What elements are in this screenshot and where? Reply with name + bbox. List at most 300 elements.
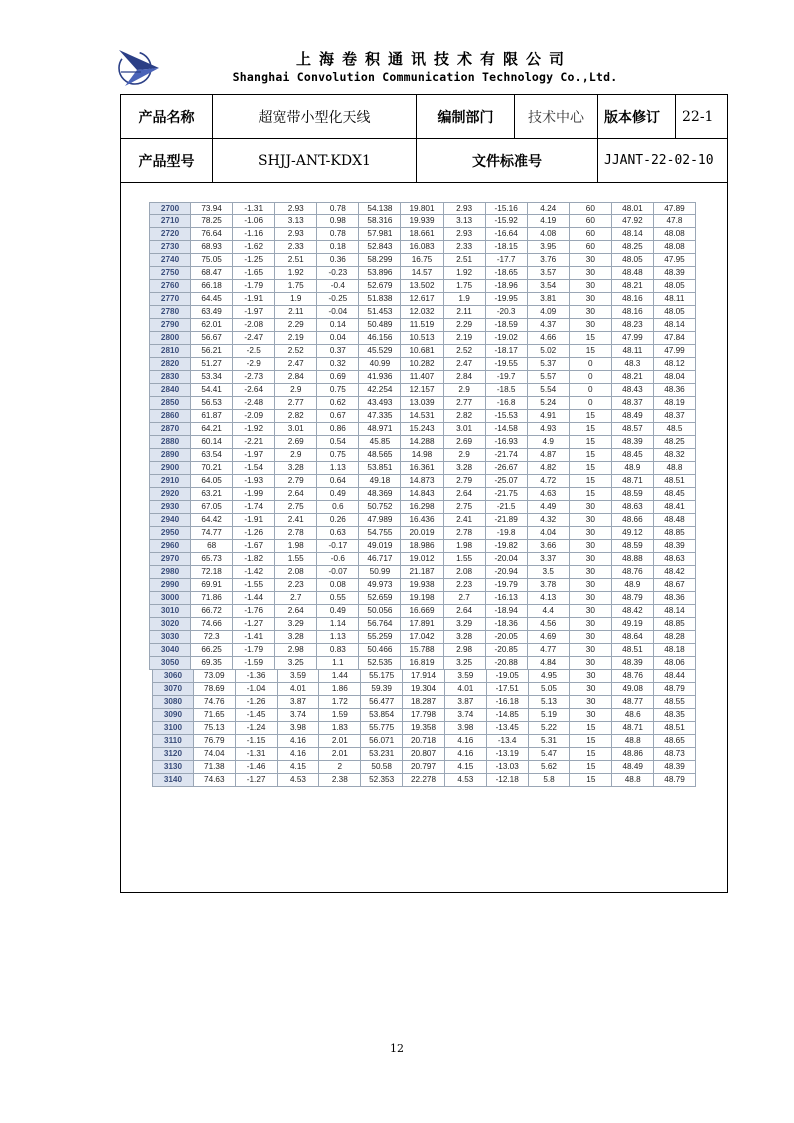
table-cell: 48.48 xyxy=(654,514,696,526)
table-cell: 30 xyxy=(570,293,612,305)
table-cell: 53.896 xyxy=(359,267,401,279)
table-cell: 2.01 xyxy=(319,748,361,760)
frequency-cell: 2800 xyxy=(149,332,191,344)
table-cell: 16.083 xyxy=(401,241,443,253)
table-cell: 12.032 xyxy=(401,306,443,318)
table-cell: -13.03 xyxy=(487,761,529,773)
frequency-cell: 3000 xyxy=(149,592,191,604)
table-cell: -1.91 xyxy=(233,293,275,305)
table-cell: 30 xyxy=(570,592,612,604)
table-cell: 15.243 xyxy=(401,423,443,435)
table-cell: 1.75 xyxy=(275,280,317,292)
table-cell: 48.57 xyxy=(612,423,654,435)
table-cell: -19.55 xyxy=(486,358,528,370)
table-cell: 54.41 xyxy=(191,384,233,396)
table-cell: 47.95 xyxy=(654,254,696,266)
table-cell: 2.64 xyxy=(275,488,317,500)
frequency-cell: 3100 xyxy=(152,722,194,734)
table-cell: 70.21 xyxy=(191,462,233,474)
table-cell: -1.97 xyxy=(233,306,275,318)
table-cell: -2.73 xyxy=(233,371,275,383)
table-cell: 30 xyxy=(570,566,612,578)
table-cell: -21.75 xyxy=(486,488,528,500)
table-row xyxy=(152,761,696,774)
table-cell: 3.28 xyxy=(444,462,486,474)
table-cell: 74.66 xyxy=(191,618,233,630)
table-cell: 71.38 xyxy=(194,761,236,773)
table-cell: 60 xyxy=(570,215,612,227)
table-cell: 4.72 xyxy=(528,475,570,487)
table-cell: 10.282 xyxy=(401,358,443,370)
table-cell: -0.25 xyxy=(317,293,359,305)
table-cell: -1.44 xyxy=(233,592,275,604)
table-cell: 2.08 xyxy=(275,566,317,578)
table-cell: 2.64 xyxy=(444,605,486,617)
table-cell: 60 xyxy=(570,203,612,214)
table-cell: 0.55 xyxy=(317,592,359,604)
table-cell: 18.661 xyxy=(401,228,443,240)
table-cell: 0.26 xyxy=(317,514,359,526)
table-cell: 15 xyxy=(570,475,612,487)
frequency-cell: 3140 xyxy=(152,774,194,786)
table-cell: 2.98 xyxy=(275,644,317,656)
table-cell: -20.94 xyxy=(486,566,528,578)
table-cell: 4.32 xyxy=(528,514,570,526)
table-cell: 48.14 xyxy=(654,319,696,331)
table-cell: -18.5 xyxy=(486,384,528,396)
frequency-cell: 3020 xyxy=(149,618,191,630)
table-cell: 48.25 xyxy=(654,436,696,448)
table-cell: 15 xyxy=(570,449,612,461)
table-cell: 48.971 xyxy=(359,423,401,435)
table-cell: 15 xyxy=(570,345,612,357)
table-cell: 19.801 xyxy=(401,203,443,214)
table-cell: 0 xyxy=(570,358,612,370)
table-cell: -1.45 xyxy=(236,709,278,721)
table-cell: -0.07 xyxy=(317,566,359,578)
table-cell: 1.14 xyxy=(317,618,359,630)
table-cell: -18.94 xyxy=(486,605,528,617)
table-cell: 64.45 xyxy=(191,293,233,305)
table-cell: 30 xyxy=(570,709,612,721)
table-row xyxy=(152,683,696,696)
table-cell: 48.18 xyxy=(654,644,696,656)
table-cell: 17.914 xyxy=(403,670,445,682)
table-cell: 71.86 xyxy=(191,592,233,604)
table-cell: 48.73 xyxy=(654,748,696,760)
table-row xyxy=(149,319,696,332)
table-cell: 2.19 xyxy=(444,332,486,344)
table-cell: 48.49 xyxy=(612,761,654,773)
table-cell: 16.819 xyxy=(401,657,443,669)
table-cell: 2.08 xyxy=(444,566,486,578)
table-cell: 0.36 xyxy=(317,254,359,266)
table-row xyxy=(149,280,696,293)
table-row xyxy=(152,735,696,748)
table-cell: -17.7 xyxy=(486,254,528,266)
table-cell: -1.27 xyxy=(233,618,275,630)
table-cell: 3.29 xyxy=(275,618,317,630)
table-cell: 30 xyxy=(570,267,612,279)
table-cell: 30 xyxy=(570,319,612,331)
table-cell: 2.9 xyxy=(444,449,486,461)
table-cell: 2.29 xyxy=(275,319,317,331)
table-cell: 68 xyxy=(191,540,233,552)
table-cell: 78.69 xyxy=(194,683,236,695)
table-cell: 4.13 xyxy=(528,592,570,604)
table-cell: 48.44 xyxy=(654,670,696,682)
table-cell: 72.3 xyxy=(191,631,233,643)
frequency-cell: 2700 xyxy=(149,203,191,214)
table-cell: 48.16 xyxy=(612,306,654,318)
table-cell: 19.939 xyxy=(401,215,443,227)
table-cell: 4.19 xyxy=(528,215,570,227)
table-cell: 48.23 xyxy=(612,319,654,331)
table-cell: 2.79 xyxy=(444,475,486,487)
table-cell: 48.42 xyxy=(654,566,696,578)
table-cell: 5.57 xyxy=(528,371,570,383)
table-cell: 53.34 xyxy=(191,371,233,383)
frequency-cell: 2850 xyxy=(149,397,191,409)
table-cell: -1.04 xyxy=(236,683,278,695)
table-cell: 15 xyxy=(570,761,612,773)
frequency-cell: 2870 xyxy=(149,423,191,435)
table-cell: -1.15 xyxy=(236,735,278,747)
table-cell: 13.502 xyxy=(401,280,443,292)
frequency-cell: 2920 xyxy=(149,488,191,500)
table-cell: 2.11 xyxy=(444,306,486,318)
table-cell: -21.5 xyxy=(486,501,528,513)
frequency-cell: 2810 xyxy=(149,345,191,357)
table-cell: 2.79 xyxy=(275,475,317,487)
table-cell: 4.84 xyxy=(528,657,570,669)
frequency-cell: 3010 xyxy=(149,605,191,617)
table-cell: -19.05 xyxy=(487,670,529,682)
frequency-cell: 2770 xyxy=(149,293,191,305)
table-cell: 50.466 xyxy=(359,644,401,656)
table-cell: 4.09 xyxy=(528,306,570,318)
table-cell: 2.78 xyxy=(444,527,486,539)
table-cell: 48.43 xyxy=(612,384,654,396)
frequency-cell: 2880 xyxy=(149,436,191,448)
table-cell: 47.99 xyxy=(612,332,654,344)
table-cell: 45.529 xyxy=(359,345,401,357)
table-cell: 1.59 xyxy=(319,709,361,721)
table-cell: 18.287 xyxy=(403,696,445,708)
table-cell: -21.74 xyxy=(486,449,528,461)
table-cell: 1.92 xyxy=(444,267,486,279)
table-cell: -1.55 xyxy=(233,579,275,591)
table-cell: -16.13 xyxy=(486,592,528,604)
table-cell: 4.01 xyxy=(278,683,320,695)
table-cell: 5.54 xyxy=(528,384,570,396)
table-cell: 13.039 xyxy=(401,397,443,409)
table-cell: 4.69 xyxy=(528,631,570,643)
table-cell: 14.288 xyxy=(401,436,443,448)
table-cell: -1.54 xyxy=(233,462,275,474)
frequency-cell: 3070 xyxy=(152,683,194,695)
table-cell: 49.18 xyxy=(359,475,401,487)
frequency-cell: 2730 xyxy=(149,241,191,253)
table-cell: 48.86 xyxy=(612,748,654,760)
table-cell: 0.69 xyxy=(317,371,359,383)
table-cell: 2.75 xyxy=(275,501,317,513)
table-cell: 5.19 xyxy=(529,709,571,721)
table-cell: 48.32 xyxy=(654,449,696,461)
measurement-data-table xyxy=(149,202,696,787)
table-cell: 48.41 xyxy=(654,501,696,513)
table-cell: -1.36 xyxy=(236,670,278,682)
table-cell: -1.24 xyxy=(236,722,278,734)
table-cell: 16.436 xyxy=(401,514,443,526)
table-cell: 16.669 xyxy=(401,605,443,617)
table-row xyxy=(149,527,696,540)
table-cell: -19.7 xyxy=(486,371,528,383)
table-cell: 56.53 xyxy=(191,397,233,409)
table-cell: 47.92 xyxy=(612,215,654,227)
frequency-cell: 2750 xyxy=(149,267,191,279)
table-cell: 1.13 xyxy=(317,631,359,643)
table-cell: 65.73 xyxy=(191,553,233,565)
table-cell: 4.37 xyxy=(528,319,570,331)
table-cell: 49.19 xyxy=(612,618,654,630)
table-cell: 48.36 xyxy=(654,592,696,604)
table-cell: 2.41 xyxy=(444,514,486,526)
table-row xyxy=(149,371,696,384)
table-cell: -14.85 xyxy=(487,709,529,721)
table-cell: 45.85 xyxy=(359,436,401,448)
frequency-cell: 2720 xyxy=(149,228,191,240)
table-cell: 60 xyxy=(570,228,612,240)
table-row xyxy=(152,748,696,761)
table-cell: 4.87 xyxy=(528,449,570,461)
table-cell: 48.45 xyxy=(654,488,696,500)
table-cell: 46.156 xyxy=(359,332,401,344)
table-cell: 48.79 xyxy=(654,774,696,786)
table-cell: 4.9 xyxy=(528,436,570,448)
frequency-cell: 2950 xyxy=(149,527,191,539)
table-cell: -0.6 xyxy=(317,553,359,565)
table-cell: 56.21 xyxy=(191,345,233,357)
table-cell: -13.19 xyxy=(487,748,529,760)
table-row xyxy=(149,553,696,566)
table-cell: 2.69 xyxy=(444,436,486,448)
frequency-cell: 2890 xyxy=(149,449,191,461)
table-row xyxy=(149,631,696,644)
table-cell: 48.48 xyxy=(612,267,654,279)
table-cell: 41.936 xyxy=(359,371,401,383)
table-cell: -12.18 xyxy=(487,774,529,786)
table-cell: 48.59 xyxy=(612,488,654,500)
table-row xyxy=(152,709,696,722)
table-cell: 64.21 xyxy=(191,423,233,435)
table-cell: 2.64 xyxy=(444,488,486,500)
table-cell: 48.65 xyxy=(654,735,696,747)
table-cell: 4.15 xyxy=(278,761,320,773)
table-cell: 2.52 xyxy=(444,345,486,357)
table-cell: 0.78 xyxy=(317,203,359,214)
table-cell: 5.62 xyxy=(529,761,571,773)
table-cell: 0.18 xyxy=(317,241,359,253)
table-cell: 3.76 xyxy=(528,254,570,266)
table-cell: 0.75 xyxy=(317,449,359,461)
table-cell: 30 xyxy=(570,696,612,708)
table-cell: 48.9 xyxy=(612,579,654,591)
table-cell: 2.11 xyxy=(275,306,317,318)
table-cell: 60 xyxy=(570,241,612,253)
table-cell: 48.39 xyxy=(654,267,696,279)
table-cell: 48.71 xyxy=(612,475,654,487)
table-cell: 48.14 xyxy=(612,228,654,240)
table-cell: 19.198 xyxy=(401,592,443,604)
table-cell: 4.91 xyxy=(528,410,570,422)
table-cell: 4.53 xyxy=(445,774,487,786)
table-cell: 0.67 xyxy=(317,410,359,422)
frequency-cell: 3090 xyxy=(152,709,194,721)
company-name-en: Shanghai Convolution Communication Technology Co.,Ltd. xyxy=(232,70,618,84)
table-cell: 63.21 xyxy=(191,488,233,500)
table-cell: -18.96 xyxy=(486,280,528,292)
table-cell: 30 xyxy=(570,306,612,318)
table-row xyxy=(149,501,696,514)
table-cell: 2.64 xyxy=(275,605,317,617)
table-cell: 63.54 xyxy=(191,449,233,461)
table-cell: 74.63 xyxy=(194,774,236,786)
frequency-cell: 2940 xyxy=(149,514,191,526)
table-cell: -1.46 xyxy=(236,761,278,773)
table-cell: 67.05 xyxy=(191,501,233,513)
table-cell: -1.16 xyxy=(233,228,275,240)
table-cell: 3.01 xyxy=(444,423,486,435)
table-cell: 16.298 xyxy=(401,501,443,513)
table-cell: 30 xyxy=(570,280,612,292)
table-cell: 2.41 xyxy=(275,514,317,526)
table-row xyxy=(149,475,696,488)
table-cell: 52.679 xyxy=(359,280,401,292)
table-cell: 66.18 xyxy=(191,280,233,292)
table-cell: 52.535 xyxy=(359,657,401,669)
table-cell: 1.83 xyxy=(319,722,361,734)
table-cell: 4.01 xyxy=(445,683,487,695)
frequency-cell: 2840 xyxy=(149,384,191,396)
table-cell: 4.16 xyxy=(445,735,487,747)
table-cell: 2.29 xyxy=(444,319,486,331)
table-cell: 48.37 xyxy=(612,397,654,409)
table-cell: 20.718 xyxy=(403,735,445,747)
table-cell: 3.74 xyxy=(278,709,320,721)
table-cell: 48.14 xyxy=(654,605,696,617)
table-cell: -20.88 xyxy=(486,657,528,669)
table-cell: -2.08 xyxy=(233,319,275,331)
model-label: 产品型号 xyxy=(121,139,213,183)
table-cell: 61.87 xyxy=(191,410,233,422)
table-cell: 48.55 xyxy=(654,696,696,708)
table-cell: 5.22 xyxy=(529,722,571,734)
table-cell: 2.38 xyxy=(319,774,361,786)
table-cell: 66.25 xyxy=(191,644,233,656)
dept-value: 技术中心 xyxy=(515,95,598,139)
table-cell: -20.05 xyxy=(486,631,528,643)
table-cell: 15 xyxy=(570,774,612,786)
page-number: 12 xyxy=(390,1042,404,1055)
table-cell: 14.57 xyxy=(401,267,443,279)
table-cell: 51.453 xyxy=(359,306,401,318)
table-cell: 52.353 xyxy=(361,774,403,786)
table-cell: -1.26 xyxy=(236,696,278,708)
table-cell: 48.39 xyxy=(654,761,696,773)
table-cell: 3.5 xyxy=(528,566,570,578)
table-cell: 2.69 xyxy=(275,436,317,448)
table-cell: 0.64 xyxy=(317,475,359,487)
table-cell: 30 xyxy=(570,605,612,617)
table-cell: 2.77 xyxy=(275,397,317,409)
table-row xyxy=(149,436,696,449)
table-cell: 2.9 xyxy=(275,449,317,461)
table-cell: 2.47 xyxy=(444,358,486,370)
table-cell: 5.02 xyxy=(528,345,570,357)
table-cell: 3.29 xyxy=(444,618,486,630)
table-cell: 4.77 xyxy=(528,644,570,656)
table-cell: 30 xyxy=(570,514,612,526)
table-cell: 5.31 xyxy=(529,735,571,747)
table-cell: -1.79 xyxy=(233,280,275,292)
table-cell: 15 xyxy=(570,488,612,500)
table-cell: -1.99 xyxy=(233,488,275,500)
table-cell: -25.07 xyxy=(486,475,528,487)
table-cell: -19.8 xyxy=(486,527,528,539)
table-cell: 58.299 xyxy=(359,254,401,266)
table-cell: 3.54 xyxy=(528,280,570,292)
table-cell: -1.27 xyxy=(236,774,278,786)
table-cell: -1.79 xyxy=(233,644,275,656)
table-cell: 4.66 xyxy=(528,332,570,344)
table-cell: 47.8 xyxy=(654,215,696,227)
table-cell: 48.12 xyxy=(654,358,696,370)
table-cell: 48.64 xyxy=(612,631,654,643)
table-cell: 19.358 xyxy=(403,722,445,734)
table-cell: -1.93 xyxy=(233,475,275,487)
table-cell: 30 xyxy=(570,683,612,695)
table-cell: 3.25 xyxy=(444,657,486,669)
table-cell: 0.54 xyxy=(317,436,359,448)
table-cell: 1.9 xyxy=(444,293,486,305)
table-cell: -1.91 xyxy=(233,514,275,526)
table-cell: 63.49 xyxy=(191,306,233,318)
table-cell: 4.56 xyxy=(528,618,570,630)
table-cell: 53.231 xyxy=(361,748,403,760)
table-cell: 2.93 xyxy=(275,228,317,240)
table-row xyxy=(149,605,696,618)
frequency-cell: 2990 xyxy=(149,579,191,591)
table-cell: 50.489 xyxy=(359,319,401,331)
table-row xyxy=(149,228,696,241)
table-cell: 48.85 xyxy=(654,527,696,539)
table-cell: 3.28 xyxy=(444,631,486,643)
table-cell: 48.25 xyxy=(612,241,654,253)
table-cell: 48.85 xyxy=(654,618,696,630)
table-cell: 15 xyxy=(570,423,612,435)
table-cell: 74.77 xyxy=(191,527,233,539)
table-cell: 19.012 xyxy=(401,553,443,565)
table-cell: 47.84 xyxy=(654,332,696,344)
table-cell: 51.27 xyxy=(191,358,233,370)
table-cell: 48.05 xyxy=(612,254,654,266)
table-cell: 30 xyxy=(570,501,612,513)
table-cell: 2.84 xyxy=(444,371,486,383)
table-cell: 0.14 xyxy=(317,319,359,331)
table-row xyxy=(149,254,696,267)
table-cell: 17.798 xyxy=(403,709,445,721)
